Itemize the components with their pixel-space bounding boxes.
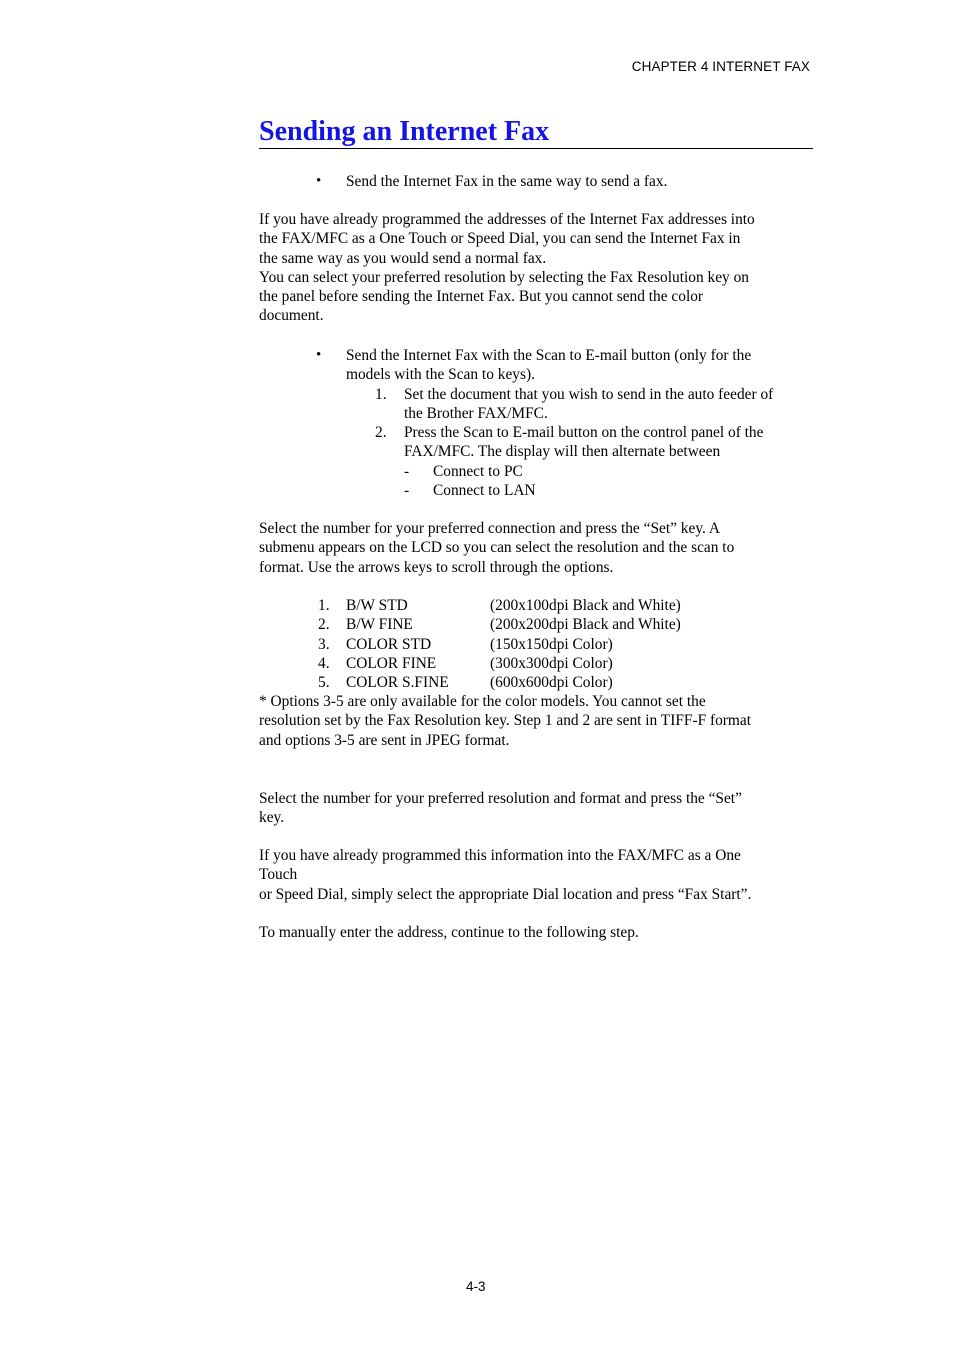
option-description: (300x300dpi Color) <box>490 655 613 672</box>
paragraph-line: the same way as you would send a normal fax. <box>259 249 547 267</box>
bullet-line: models with the Scan to keys). <box>346 366 535 384</box>
paragraph-line: and options 3-5 are sent in JPEG format. <box>259 731 510 749</box>
option-number: 5. <box>318 674 330 691</box>
paragraph-line: Select the number for your preferred resolution and format and press the “Set” <box>259 790 742 807</box>
paragraph-line: Touch <box>259 866 298 884</box>
step-line: FAX/MFC. The display will then alternate between <box>404 443 721 461</box>
paragraph-line: the panel before sending the Internet Fax. But you cannot send the color <box>259 288 704 306</box>
paragraph-line: key. <box>259 809 285 827</box>
option-number: 2. <box>318 616 330 633</box>
paragraph-line: Select the number for your preferred connection and press the “Set” key. A <box>259 520 720 537</box>
option-name: COLOR S.FINE <box>346 674 449 691</box>
option-number: 3. <box>318 636 330 653</box>
paragraph-line: To manually enter the address, continue to the following step. <box>259 924 639 941</box>
bullet-text <box>346 346 751 385</box>
bullet-icon: • <box>316 173 322 189</box>
bullet-line: Send the Internet Fax with the Scan to E-mail button (only for the <box>346 347 752 364</box>
paragraph-line: If you have already programmed this information into the FAX/MFC as a One <box>259 847 741 864</box>
speed-dial-paragraph <box>259 846 819 904</box>
step-text <box>404 423 763 462</box>
connection-paragraph <box>259 519 819 577</box>
step-line: the Brother FAX/MFC. <box>404 405 548 423</box>
option-name: B/W FINE <box>346 616 413 633</box>
paragraph-line: If you have already programmed the addresses of the Internet Fax addresses into <box>259 211 755 228</box>
option-description: (200x100dpi Black and White) <box>490 597 681 614</box>
step-number: 2. <box>375 424 387 441</box>
dash-marker: - <box>404 482 410 499</box>
option-description: (200x200dpi Black and White) <box>490 616 681 633</box>
section-title: Sending an Internet Fax <box>259 116 550 147</box>
dash-item-text: Connect to PC <box>433 463 523 480</box>
option-name: COLOR FINE <box>346 655 437 672</box>
paragraph-line: resolution set by the Fax Resolution key. Step 1 and 2 are sent in TIFF-F format <box>259 712 752 730</box>
page-number: 4-3 <box>466 1279 486 1294</box>
step-number: 1. <box>375 386 387 403</box>
option-description: (150x150dpi Color) <box>490 636 613 653</box>
paragraph-line: You can select your preferred resolution by selecting the Fax Resolution key on <box>259 268 749 286</box>
options-note <box>259 692 819 750</box>
option-name: B/W STD <box>346 597 408 614</box>
paragraph-line: or Speed Dial, simply select the appropriate Dial location and press “Fax Start”. <box>259 885 752 903</box>
option-description: (600x600dpi Color) <box>490 674 613 691</box>
dash-marker: - <box>404 463 410 480</box>
option-name: COLOR STD <box>346 636 432 653</box>
option-number: 1. <box>318 597 330 614</box>
bullet-icon: • <box>316 347 322 363</box>
title-underline <box>259 148 813 149</box>
running-head: CHAPTER 4 INTERNET FAX <box>631 59 810 74</box>
step-line: Set the document that you wish to send in the auto feeder of <box>404 386 774 403</box>
paragraph-line: * Options 3-5 are only available for the color models. You cannot set the <box>259 693 706 710</box>
dash-item-text: Connect to LAN <box>433 482 536 499</box>
option-number: 4. <box>318 655 330 672</box>
paragraph-line: document. <box>259 307 324 325</box>
resolution-paragraph <box>259 789 819 828</box>
bullet-text: Send the Internet Fax in the same way to send a fax. <box>346 173 668 190</box>
paragraph-line: format. Use the arrows keys to scroll through the options. <box>259 558 614 576</box>
intro-paragraph <box>259 210 819 326</box>
paragraph-line: the FAX/MFC as a One Touch or Speed Dial, you can send the Internet Fax in <box>259 230 741 248</box>
step-text <box>404 385 773 424</box>
step-line: Press the Scan to E-mail button on the control panel of the <box>404 424 764 441</box>
manual-entry-paragraph <box>259 923 819 942</box>
paragraph-line: submenu appears on the LCD so you can select the resolution and the scan to <box>259 539 735 557</box>
